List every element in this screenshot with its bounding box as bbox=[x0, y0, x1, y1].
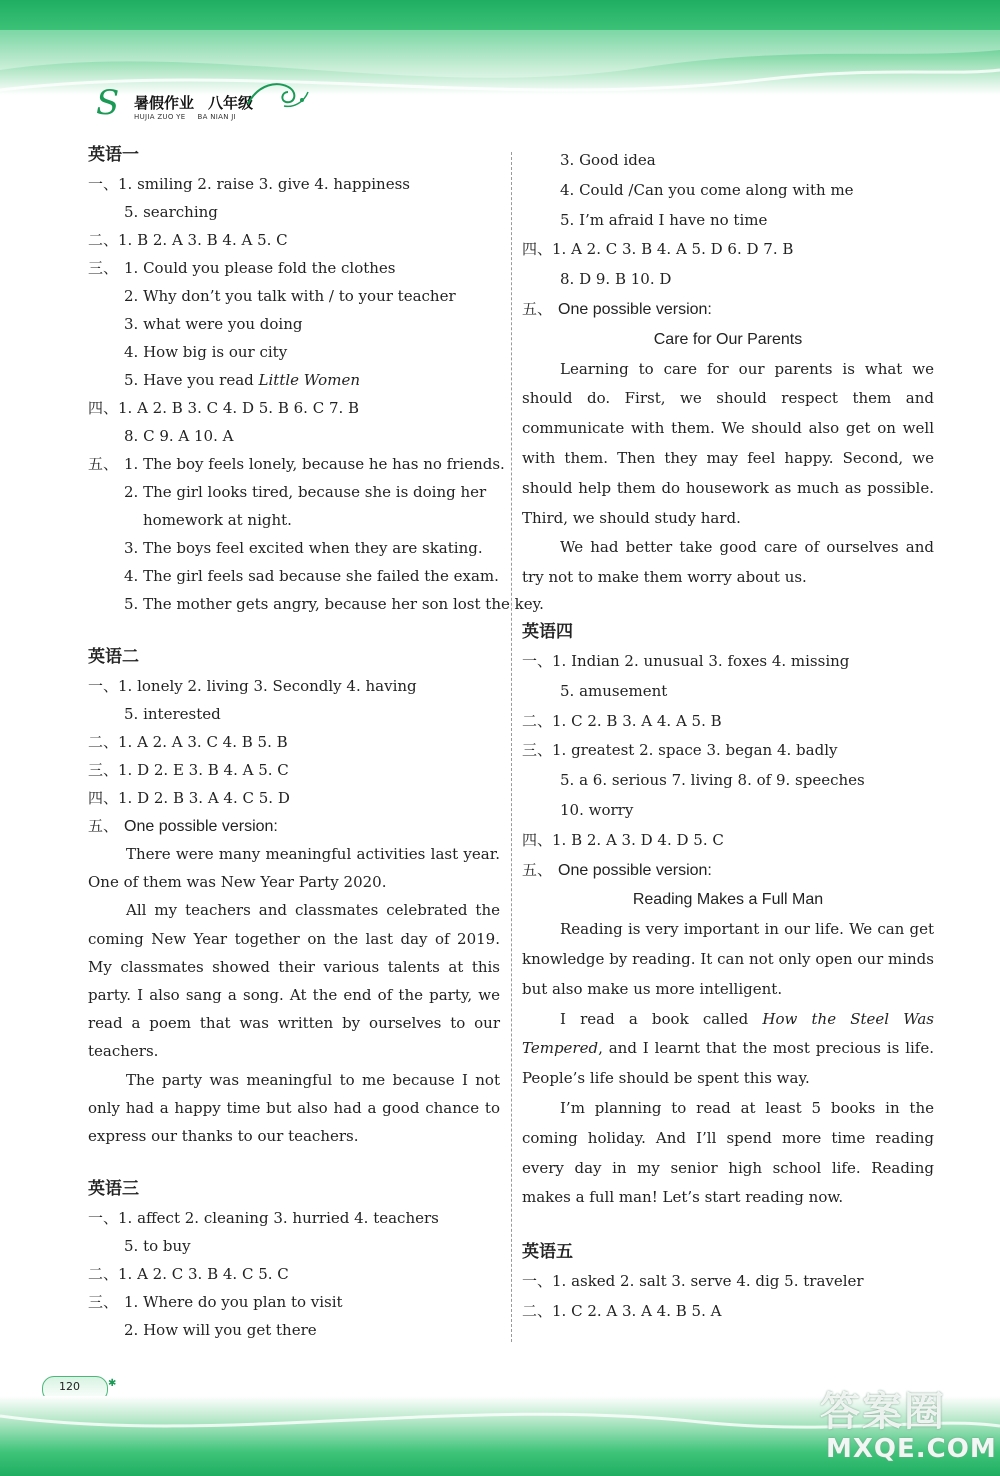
answer-line: 5. amusement bbox=[560, 681, 668, 700]
header-pinyin bbox=[134, 113, 236, 121]
answer-line: 4. Could /Can you come along with me bbox=[560, 180, 854, 199]
answer-line: 3. The boys feel excited when they are skating. bbox=[124, 539, 483, 557]
answer-line: 8. C 9. A 10. A bbox=[124, 427, 234, 445]
answer-line: 二、1. A 2. A 3. C 4. B 5. B bbox=[88, 733, 288, 751]
section-title-english-5: 英语五 bbox=[522, 1242, 573, 1263]
answer-line: 2. The girl looks tired, because she is doing her bbox=[124, 483, 487, 501]
essay-body bbox=[522, 355, 934, 593]
answer-line: 3. Good idea bbox=[560, 151, 656, 169]
book-title-italic: Little Women bbox=[258, 371, 360, 389]
answer-line: 4. How big is our city bbox=[124, 343, 288, 361]
answer-line: 4. The girl feels sad because she failed the exam. bbox=[124, 567, 499, 585]
possible-version-label: One possible version: bbox=[558, 861, 712, 879]
part-marker: 五、 bbox=[522, 299, 553, 318]
section-title-english-3: 英语三 bbox=[88, 1179, 139, 1200]
answer-line: 二、1. A 2. C 3. B 4. C 5. C bbox=[88, 1265, 289, 1284]
grade-label: 八年级 bbox=[208, 94, 254, 112]
answer-line: 1. The boy feels lonely, because he has no friends. bbox=[124, 455, 505, 473]
essay-title: Reading Makes a Full Man bbox=[632, 891, 824, 909]
watermark-cn: 答案圈 bbox=[820, 1389, 946, 1435]
answer-line: 一、1. affect 2. cleaning 3. hurried 4. teachers bbox=[88, 1209, 439, 1228]
answer-line: 3. what were you doing bbox=[124, 315, 303, 333]
answer-line: 二、1. B 2. A 3. B 4. A 5. C bbox=[88, 231, 288, 249]
answer-line: 四、1. A 2. B 3. C 4. D 5. B 6. C 7. B bbox=[88, 399, 360, 417]
answer-line: 5. interested bbox=[124, 705, 221, 723]
book-title-italic: How the Steel Was Tempered bbox=[522, 1009, 934, 1058]
essay-text: I read a book called bbox=[560, 1009, 763, 1028]
answer-line: 5. I’m afraid I have no time bbox=[560, 210, 768, 229]
section-title-english-1: 英语一 bbox=[88, 145, 139, 165]
section-title-english-2: 英语二 bbox=[88, 647, 139, 667]
answer-line: 5. Have you read bbox=[124, 371, 259, 389]
essay-title: Care for Our Parents bbox=[653, 330, 803, 348]
answer-line: homework at night. bbox=[143, 511, 292, 529]
part-marker: 三、 bbox=[88, 1293, 119, 1312]
essay-paragraph: The party was meaningful to me because I not only had a happy time but also had a good chance to express our thanks to our teachers. bbox=[88, 1070, 500, 1146]
essay-body bbox=[88, 840, 500, 1150]
essay-paragraph: We had better take good care of ourselves and try not to make them worry about us. bbox=[522, 538, 934, 587]
column-divider bbox=[511, 152, 512, 1342]
essay-paragraph bbox=[522, 1005, 934, 1094]
right-column bbox=[522, 146, 934, 1327]
answer-line: 三、1. greatest 2. space 3. began 4. badly bbox=[522, 741, 838, 760]
answer-line: 四、1. B 2. A 3. D 4. D 5. C bbox=[522, 830, 724, 849]
left-column bbox=[88, 140, 544, 1344]
pinyin-title: HUJIA ZUO YE bbox=[134, 113, 186, 121]
part-marker: 五、 bbox=[522, 860, 553, 879]
answer-line: 四、1. A 2. C 3. B 4. A 5. D 6. D 7. B bbox=[522, 240, 794, 259]
watermark bbox=[820, 1380, 995, 1470]
answer-line: 5. to buy bbox=[124, 1237, 191, 1256]
answer-line: 1. Could you please fold the clothes bbox=[124, 259, 396, 277]
answer-line: 5. The mother gets angry, because her son lost the key. bbox=[124, 595, 544, 613]
essay-paragraph: I’m planning to read at least 5 books in the coming holiday. And I’ll spend more time reading every day in my senior high school life. Reading makes a full man! Let’s start reading now. bbox=[522, 1098, 934, 1207]
answer-line: 一、1. lonely 2. living 3. Secondly 4. having bbox=[88, 677, 417, 695]
essay-paragraph: Learning to care for our parents is what we should do. First, we should respect them and communicate with them. We should also get on well with them. Then they may feel happy. Second, we should help them do housework as much as possible. Third, we should study hard. bbox=[522, 359, 934, 527]
answer-line: 二、1. C 2. B 3. A 4. A 5. B bbox=[522, 711, 722, 730]
possible-version-label: One possible version: bbox=[558, 300, 712, 318]
answer-line: 四、1. D 2. B 3. A 4. C 5. D bbox=[88, 789, 290, 807]
answer-line: 一、1. smiling 2. raise 3. give 4. happiness bbox=[88, 175, 410, 193]
header-title bbox=[134, 92, 253, 113]
answer-line: 2. How will you get there bbox=[124, 1321, 317, 1340]
answer-line: 2. Why don’t you talk with / to your teacher bbox=[124, 287, 456, 305]
part-marker: 五、 bbox=[88, 455, 119, 473]
watermark-en: MXQE.COM bbox=[826, 1434, 997, 1464]
answer-line: 8. D 9. B 10. D bbox=[560, 270, 672, 289]
star-icon: ✱ bbox=[108, 1378, 117, 1389]
answer-line: 一、1. Indian 2. unusual 3. foxes 4. missing bbox=[522, 651, 850, 670]
answer-line: 5. a 6. serious 7. living 8. of 9. speeches bbox=[560, 771, 865, 790]
essay-paragraph: Reading is very important in our life. We can get knowledge by reading. It can not only open our minds but also make us more intelligent. bbox=[522, 920, 934, 998]
pinyin-grade: BA NIAN JI bbox=[197, 113, 236, 121]
essay-text: , and I learnt that the most precious is life. People’s life should be spent this way. bbox=[522, 1039, 934, 1088]
answer-line: 1. Where do you plan to visit bbox=[124, 1293, 343, 1312]
answer-line: 三、1. D 2. E 3. B 4. A 5. C bbox=[88, 761, 289, 779]
page-number: 120 bbox=[59, 1380, 80, 1393]
logo-s-icon: S bbox=[96, 83, 120, 123]
essay-paragraph: All my teachers and classmates celebrated the coming New Year together on the last day of 2019. My classmates showed their various talents at this party. I also sang a song. At the end of the party, we read a poem that was written by ourselves to our teachers. bbox=[88, 901, 500, 1061]
part-marker: 三、 bbox=[88, 259, 119, 277]
possible-version-label: One possible version: bbox=[124, 818, 278, 835]
answer-line: 二、1. C 2. A 3. A 4. B 5. A bbox=[522, 1301, 722, 1320]
answer-line: 一、1. asked 2. salt 3. serve 4. dig 5. traveler bbox=[522, 1272, 864, 1291]
part-marker: 五、 bbox=[88, 817, 119, 835]
essay-paragraph: There were many meaningful activities last year. One of them was New Year Party 2020. bbox=[88, 845, 500, 892]
essay-body bbox=[522, 915, 934, 1213]
swirl-decoration-icon bbox=[244, 78, 310, 112]
answer-line: 5. searching bbox=[124, 203, 218, 221]
book-title: 暑假作业 bbox=[134, 94, 195, 112]
answer-line: 10. worry bbox=[560, 800, 634, 819]
section-title-english-4: 英语四 bbox=[522, 621, 573, 642]
